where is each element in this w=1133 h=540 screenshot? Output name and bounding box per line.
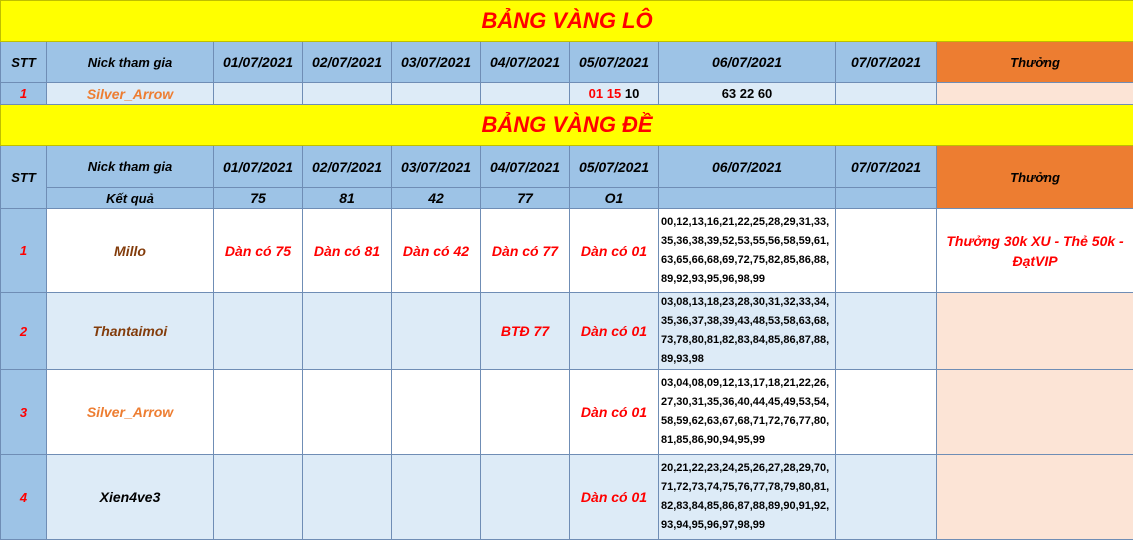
de-row-nick: Silver_Arrow	[47, 370, 214, 455]
de-cell-d6: 20,21,22,23,24,25,26,27,28,29,70,71,72,73,74,75,76,77,78,79,80,81,82,83,84,85,86,87,88,89,90,91,92,93,94,95,96,97,98,99	[659, 455, 836, 540]
de-reward	[937, 370, 1133, 455]
lo-header-date-1: 01/07/2021	[214, 42, 303, 83]
de-cell-d5: Dàn có 01	[570, 455, 659, 540]
de-row-stt: 1	[1, 209, 47, 293]
de-cell-d2	[303, 293, 392, 370]
de-cell-d1	[214, 455, 303, 540]
de-cell-d4	[481, 370, 570, 455]
de-result-4: 77	[481, 188, 570, 209]
de-header-date-3: 03/07/2021	[392, 146, 481, 188]
lo-header-date-6: 06/07/2021	[659, 42, 836, 83]
de-result-7	[836, 188, 937, 209]
lo-cell	[214, 83, 303, 105]
lo-d5-red: 01 15	[589, 86, 622, 101]
de-cell-d6: 00,12,13,16,21,22,25,28,29,31,33,35,36,38,39,52,53,55,56,58,59,61,63,65,66,68,69,72,75,82,85,86,88,89,92,93,95,96,98,99	[659, 209, 836, 293]
de-cell-d7	[836, 455, 937, 540]
de-result-label: Kết quả	[47, 188, 214, 209]
de-cell-d6: 03,08,13,18,23,28,30,31,32,33,34,35,36,37,38,39,43,48,53,58,63,68,73,78,80,81,82,83,84,85,86,87,88,89,93,98	[659, 293, 836, 370]
de-cell-d5: Dàn có 01	[570, 209, 659, 293]
de-cell-d6: 03,04,08,09,12,13,17,18,21,22,26,27,30,31,35,36,40,44,45,49,53,54,58,59,62,63,67,68,71,72,76,77,80,81,85,86,90,94,95,99	[659, 370, 836, 455]
lo-cell	[481, 83, 570, 105]
de-title: BẢNG VÀNG ĐỀ	[1, 105, 1133, 146]
de-header-date-7: 07/07/2021	[836, 146, 937, 188]
de-reward	[937, 293, 1133, 370]
lo-d5-black: 10	[625, 86, 639, 101]
de-row-stt: 2	[1, 293, 47, 370]
lo-header-nick: Nick tham gia	[47, 42, 214, 83]
de-result-5: O1	[570, 188, 659, 209]
de-row	[1, 209, 1133, 293]
de-header-date-5: 05/07/2021	[570, 146, 659, 188]
de-row	[1, 293, 1133, 370]
de-cell-d5: Dàn có 01	[570, 370, 659, 455]
lo-cell	[303, 83, 392, 105]
de-cell-d3	[392, 293, 481, 370]
de-header-reward: Thưởng	[937, 146, 1133, 209]
de-header-nick: Nick tham gia	[47, 146, 214, 188]
de-cell-d1	[214, 370, 303, 455]
de-header-stt: STT	[1, 146, 47, 209]
de-reward: Thưởng 30k XU - Thẻ 50k - ĐạtVIP	[937, 209, 1133, 293]
de-header-date-2: 02/07/2021	[303, 146, 392, 188]
lo-reward	[937, 83, 1133, 105]
lo-row	[1, 83, 1133, 105]
lo-cell-d6: 63 22 60	[659, 83, 836, 105]
de-cell-d3	[392, 370, 481, 455]
de-header-date-4: 04/07/2021	[481, 146, 570, 188]
de-header-date-6: 06/07/2021	[659, 146, 836, 188]
de-row-stt: 3	[1, 370, 47, 455]
lo-header-date-4: 04/07/2021	[481, 42, 570, 83]
de-cell-d7	[836, 209, 937, 293]
de-cell-d3	[392, 455, 481, 540]
lo-header-stt: STT	[1, 42, 47, 83]
de-result-3: 42	[392, 188, 481, 209]
de-result-1: 75	[214, 188, 303, 209]
de-cell-d4	[481, 455, 570, 540]
de-row-nick: Xien4ve3	[47, 455, 214, 540]
de-cell-d4: BTĐ 77	[481, 293, 570, 370]
lo-header-date-3: 03/07/2021	[392, 42, 481, 83]
lo-cell	[392, 83, 481, 105]
lo-cell	[836, 83, 937, 105]
de-cell-d1	[214, 293, 303, 370]
lo-row-nick: Silver_Arrow	[47, 83, 214, 105]
de-row	[1, 370, 1133, 455]
lo-header-date-5: 05/07/2021	[570, 42, 659, 83]
de-cell-d4: Dàn có 77	[481, 209, 570, 293]
lo-header-date-7: 07/07/2021	[836, 42, 937, 83]
de-row-stt: 4	[1, 455, 47, 540]
de-result-2: 81	[303, 188, 392, 209]
de-row-nick: Thantaimoi	[47, 293, 214, 370]
de-cell-d7	[836, 293, 937, 370]
de-cell-d2	[303, 455, 392, 540]
de-row-nick: Millo	[47, 209, 214, 293]
lo-header-date-2: 02/07/2021	[303, 42, 392, 83]
de-cell-d3: Dàn có 42	[392, 209, 481, 293]
lo-cell-d5	[570, 83, 659, 105]
de-cell-d2	[303, 370, 392, 455]
de-cell-d7	[836, 370, 937, 455]
de-reward	[937, 455, 1133, 540]
de-cell-d1: Dàn có 75	[214, 209, 303, 293]
lo-title: BẢNG VÀNG LÔ	[1, 1, 1133, 42]
lo-row-stt: 1	[1, 83, 47, 105]
de-cell-d5: Dàn có 01	[570, 293, 659, 370]
de-cell-d2: Dàn có 81	[303, 209, 392, 293]
de-result-6	[659, 188, 836, 209]
lo-header-reward: Thưởng	[937, 42, 1133, 83]
de-header-date-1: 01/07/2021	[214, 146, 303, 188]
de-row	[1, 455, 1133, 540]
